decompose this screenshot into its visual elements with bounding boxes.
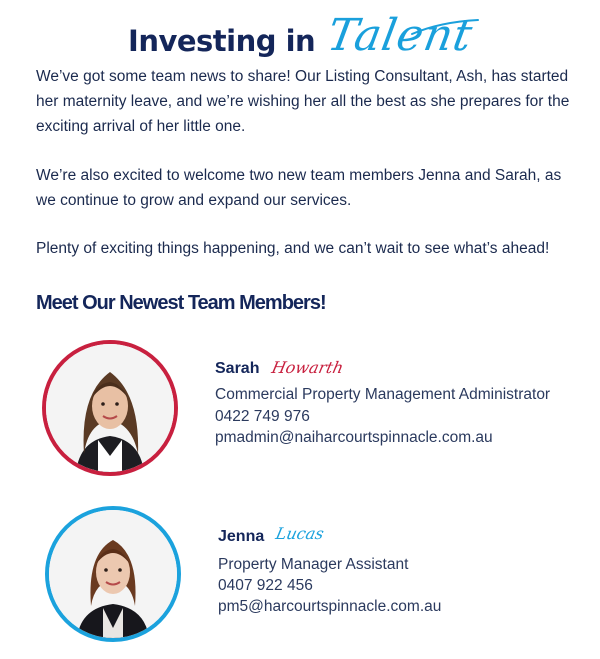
member-role: Property Manager Assistant (218, 556, 409, 573)
portrait-sarah-image (46, 344, 174, 472)
intro-paragraph-1: We’ve got some team news to share! Our Listing Consultant, Ash, has started her maternity leave, and we’re wishing her all the best as she prepares for the exciting arrival of her little one. (36, 68, 570, 135)
member-last-name: Lucas (273, 524, 326, 543)
member-phone: 0407 922 456 (218, 577, 313, 594)
intro-paragraph-2: We’re also excited to welcome two new team members Jenna and Sarah, as we continue to grow and expand our services. (36, 167, 562, 209)
section-heading: Meet Our Newest Team Members! (36, 292, 326, 314)
member-email[interactable]: pm5@harcourtspinnacle.com.au (218, 598, 442, 615)
portrait-jenna-image (49, 510, 177, 638)
title-main-text: Investing in (128, 24, 316, 58)
member-first-name: Jenna (218, 528, 265, 545)
title-script-text: Talent (323, 10, 477, 61)
member-photo-sarah (42, 340, 178, 476)
swoosh-decoration (410, 18, 480, 38)
member-last-name: Howarth (269, 358, 346, 377)
member-first-name: Sarah (215, 360, 260, 377)
intro-paragraph-3: Plenty of exciting things happening, and we can’t wait to see what’s ahead! (36, 240, 550, 257)
member-photo-jenna (45, 506, 181, 642)
member-email[interactable]: pmadmin@naiharcourtspinnacle.com.au (215, 429, 493, 446)
member-phone: 0422 749 976 (215, 408, 310, 425)
member-role: Commercial Property Management Administrator (215, 386, 551, 403)
